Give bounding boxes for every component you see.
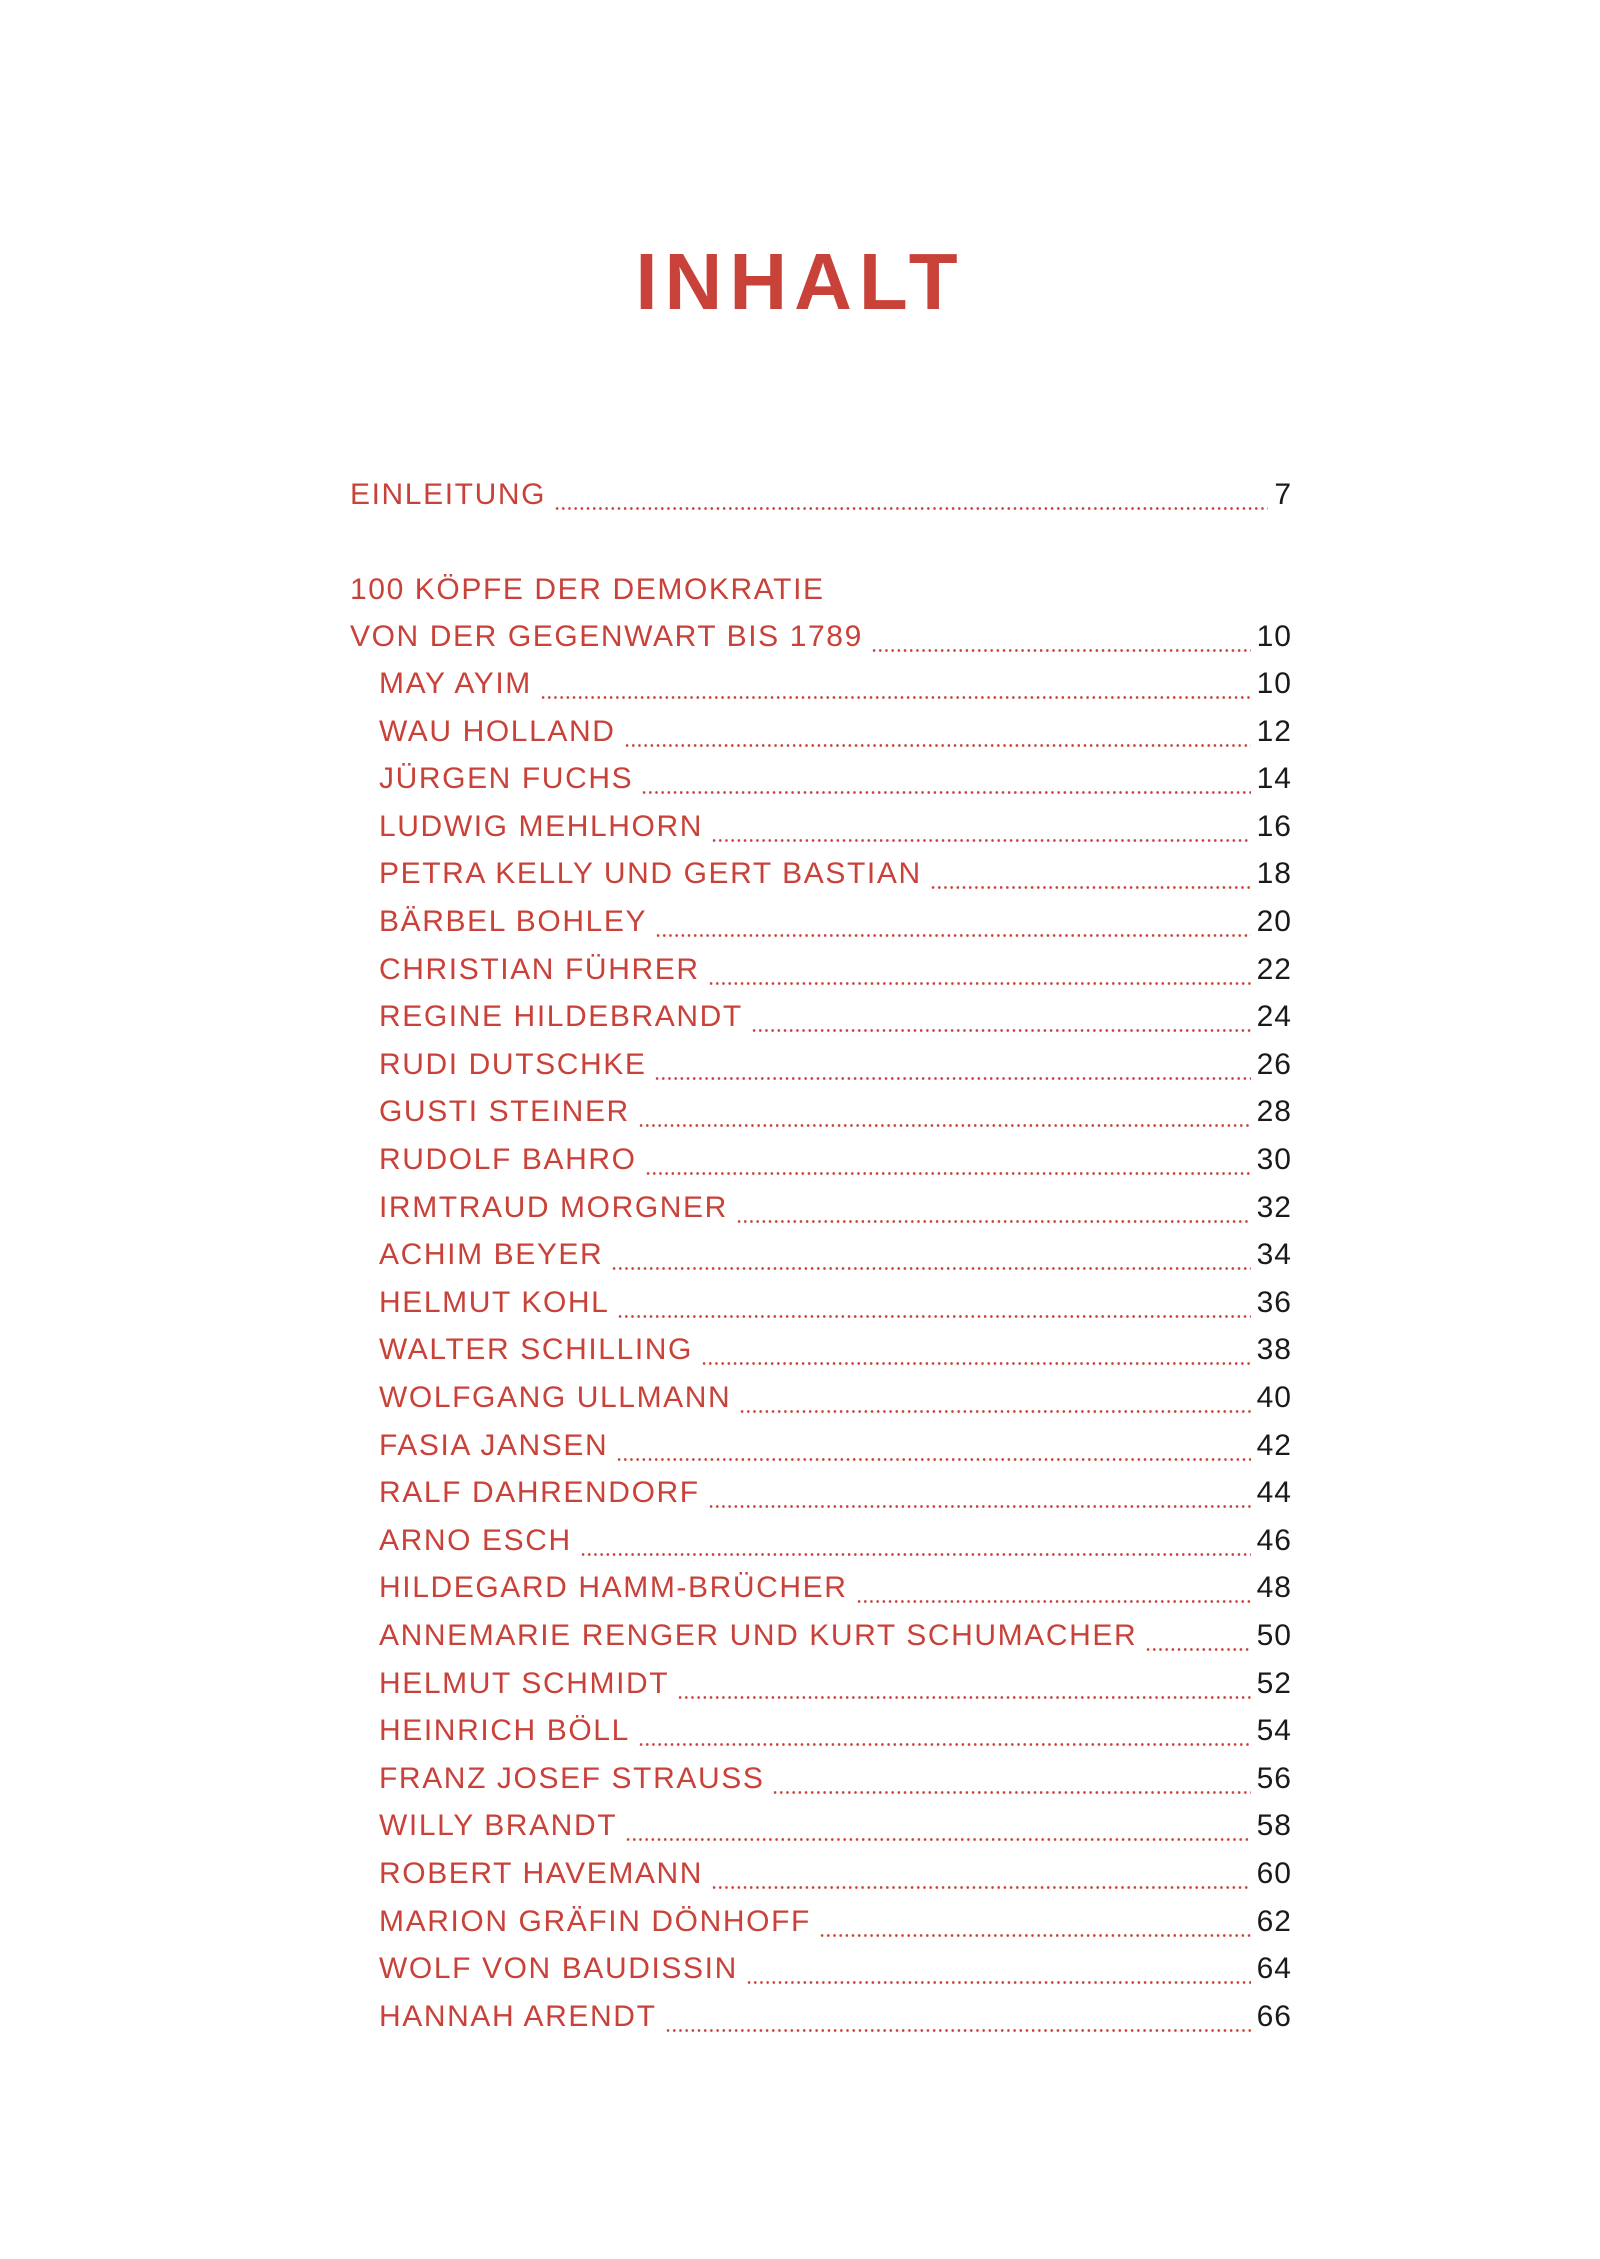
toc-entry[interactable] [379,2000,1292,2040]
toc-entry-label: HEINRICH BÖLL [379,1714,630,1747]
dot-leader [617,1315,1250,1318]
dot-leader [739,1410,1250,1413]
toc-entry-label: VON DER GEGENWART BIS 1789 [350,620,863,653]
toc-page-number: 44 [1256,1476,1292,1509]
dot-leader [654,1077,1250,1080]
toc-page-number: 62 [1256,1905,1292,1938]
toc-entry-label: FRANZ JOSEF STRAUSS [379,1762,765,1795]
dot-leader [611,1267,1250,1270]
dot-leader [677,1696,1250,1699]
dot-leader [580,1553,1251,1556]
toc-entry[interactable] [379,1000,1292,1040]
toc-entry-label: ANNEMARIE RENGER UND KURT SCHUMACHER [379,1619,1138,1652]
dot-leader [871,649,1251,652]
toc-entry[interactable] [379,1714,1292,1754]
dot-leader [655,934,1251,937]
toc-page-number: 58 [1256,1809,1292,1842]
toc-page-number: 14 [1256,762,1292,795]
toc-entry-label: ARNO ESCH [379,1524,572,1557]
toc-page-number: 10 [1256,667,1292,700]
dot-leader [746,1981,1251,1984]
dot-leader [701,1362,1251,1365]
dot-leader [819,1934,1251,1937]
toc-entry[interactable] [379,1048,1292,1088]
toc-section-heading: 100 KÖPFE DER DEMOKRATIE [350,573,825,606]
dot-leader [708,982,1251,985]
dot-leader [638,1743,1251,1746]
dot-leader [736,1220,1251,1223]
dot-leader [711,1886,1251,1889]
toc-entry-label: EINLEITUNG [350,478,547,511]
dot-leader [751,1029,1251,1032]
toc-entry-label: CHRISTIAN FÜHRER [379,953,700,986]
toc-entry[interactable] [379,1333,1292,1373]
dot-leader [772,1791,1250,1794]
toc-entry-label: PETRA KELLY UND GERT BASTIAN [379,857,922,890]
toc-page-number: 34 [1256,1238,1292,1271]
toc-entry-label: WAU HOLLAND [379,715,616,748]
dot-leader [665,2029,1251,2032]
toc-entry-einleitung[interactable] [350,478,1292,518]
dot-leader [624,744,1251,747]
toc-entry[interactable] [379,1238,1292,1278]
toc-entry[interactable] [379,1905,1292,1945]
toc-page-number: 32 [1256,1191,1292,1224]
dot-leader [641,791,1250,794]
toc-page-number: 16 [1256,810,1292,843]
toc-entry-label: WOLF VON BAUDISSIN [379,1952,738,1985]
toc-entry[interactable] [379,1952,1292,1992]
dot-leader [625,1838,1250,1841]
toc-section-entry[interactable] [350,620,1292,660]
toc-entry-label: ACHIM BEYER [379,1238,604,1271]
toc-entry[interactable] [379,715,1292,755]
toc-entry-label: BÄRBEL BOHLEY [379,905,648,938]
toc-entry[interactable] [379,810,1292,850]
toc-page-number: 7 [1274,478,1292,511]
toc-entry[interactable] [379,1286,1292,1326]
dot-leader [645,1172,1251,1175]
toc-entry[interactable] [379,762,1292,802]
toc-entry[interactable] [379,1476,1292,1516]
dot-leader [708,1505,1251,1508]
toc-entry-label: GUSTI STEINER [379,1095,630,1128]
toc-page-number: 22 [1256,953,1292,986]
toc-entry[interactable] [379,953,1292,993]
toc-entry-label: JÜRGEN FUCHS [379,762,634,795]
dot-leader [1145,1648,1250,1651]
toc-entry-label: RUDOLF BAHRO [379,1143,637,1176]
toc-entry[interactable] [379,1381,1292,1421]
dot-leader [616,1458,1250,1461]
toc-entry[interactable] [379,1619,1292,1659]
toc-page-number: 40 [1256,1381,1292,1414]
toc-entry[interactable] [379,905,1292,945]
toc-page-number: 42 [1256,1429,1292,1462]
toc-page-number: 28 [1256,1095,1292,1128]
toc-entry[interactable] [379,857,1292,897]
toc-entry[interactable] [379,1191,1292,1231]
toc-page-number: 64 [1256,1952,1292,1985]
dot-leader [856,1600,1251,1603]
toc-entry-label: HANNAH ARENDT [379,2000,657,2033]
toc-entry[interactable] [379,1429,1292,1469]
toc-page-number: 46 [1256,1524,1292,1557]
toc-entry-label: HILDEGARD HAMM-BRÜCHER [379,1571,848,1604]
toc-entry-label: WOLFGANG ULLMANN [379,1381,732,1414]
toc-page-number: 66 [1256,2000,1292,2033]
toc-entry-label: FASIA JANSEN [379,1429,609,1462]
toc-page-number: 12 [1256,715,1292,748]
toc-page-number: 18 [1256,857,1292,890]
toc-entry[interactable] [379,1809,1292,1849]
dot-leader [711,839,1251,842]
toc-page-number: 26 [1256,1048,1292,1081]
toc-page-number: 50 [1256,1619,1292,1652]
dot-leader [554,507,1268,510]
toc-page-number: 30 [1256,1143,1292,1176]
toc-entry[interactable] [379,1857,1292,1897]
toc-entry-label: WALTER SCHILLING [379,1333,693,1366]
dot-leader [930,886,1251,889]
toc-entry[interactable] [379,1667,1292,1707]
toc-page-number: 48 [1256,1571,1292,1604]
toc-page-number: 52 [1256,1667,1292,1700]
toc-page-number: 36 [1256,1286,1292,1319]
toc-page-number: 54 [1256,1714,1292,1747]
toc-entry[interactable] [379,1571,1292,1611]
dot-leader [638,1124,1251,1127]
toc-entry[interactable] [379,1524,1292,1564]
toc-entry[interactable] [379,667,1292,707]
toc-entry[interactable] [379,1762,1292,1802]
toc-page-number: 56 [1256,1762,1292,1795]
toc-entry-label: RALF DAHRENDORF [379,1476,700,1509]
toc-page-number: 60 [1256,1857,1292,1890]
toc-entry-label: RUDI DUTSCHKE [379,1048,647,1081]
toc-page-number: 10 [1256,620,1292,653]
toc-entry-label: MARION GRÄFIN DÖNHOFF [379,1905,811,1938]
page-title: INHALT [635,237,965,326]
toc-entry[interactable] [379,1095,1292,1135]
toc-entry-label: HELMUT SCHMIDT [379,1667,670,1700]
toc-page-number: 20 [1256,905,1292,938]
toc-entry-label: HELMUT KOHL [379,1286,610,1319]
toc-page-number: 24 [1256,1000,1292,1033]
dot-leader [540,696,1251,699]
toc-page-number: 38 [1256,1333,1292,1366]
toc-entry-label: IRMTRAUD MORGNER [379,1191,728,1224]
toc-entry-label: MAY AYIM [379,667,532,700]
toc-entry[interactable] [379,1143,1292,1183]
toc-entry-label: REGINE HILDEBRANDT [379,1000,743,1033]
toc-entry-label: LUDWIG MEHLHORN [379,810,704,843]
toc-entry-label: ROBERT HAVEMANN [379,1857,704,1890]
toc-entry-label: WILLY BRANDT [379,1809,618,1842]
